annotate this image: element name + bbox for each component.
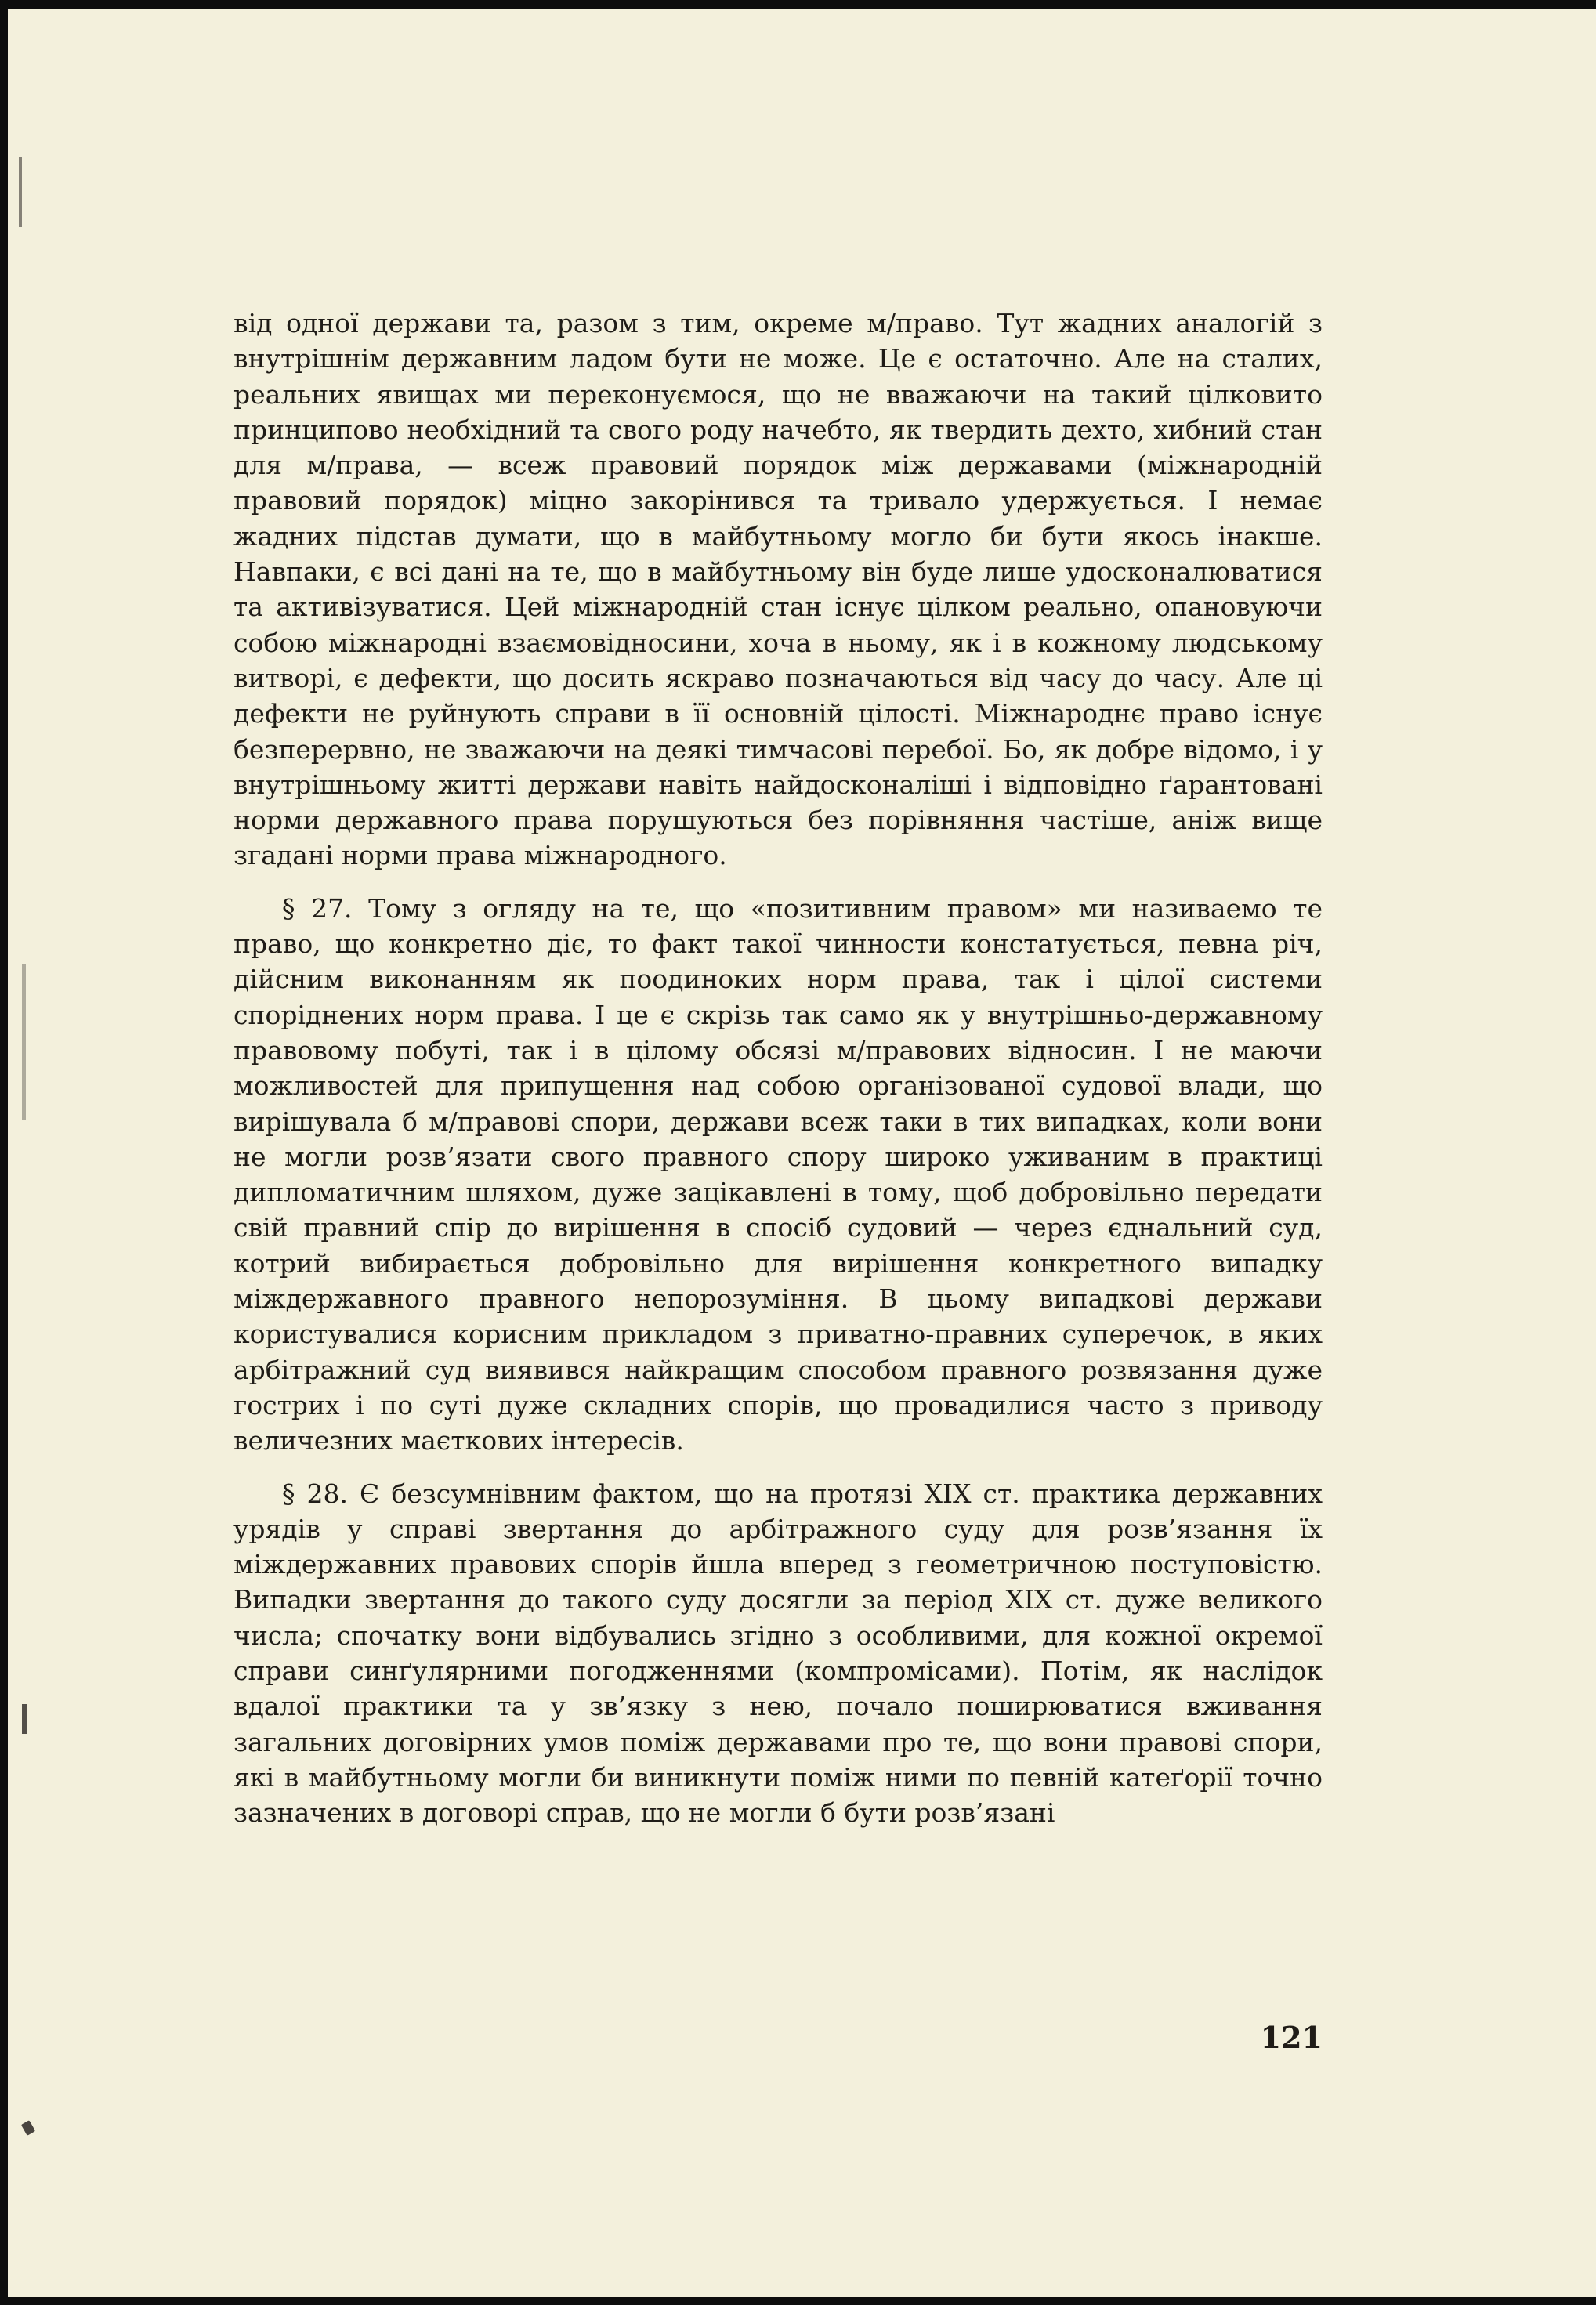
paragraph-section-28: § 28. Є безсумнівним фактом, що на протязі XIX ст. практика державних урядів у справі звертання до арбітражного суду для розв’язання їх міждержавних правових спорів йшла вперед з геометричною поступовістю. Випадки звертання до такого суду досягли за період XIX ст. дуже великого числа; спочатку вони відбувались згідно з особливими, для кожної окремої справи синґулярними погодженнями (компромісами). Потім, як наслідок вдалої практики та у зв’язку з нею, почало поширюватися вживання загальних договірних умов поміж державами про те, що вони правові спори, які в майбутньому могли би виникнути поміж ними по певній катеґорії точно зазначених в договорі справ, що не могли б бути розв’язані [233, 1478, 1323, 1829]
scan-border-bottom [0, 2297, 1596, 2305]
binding-mark [19, 157, 22, 227]
binding-mark [22, 964, 26, 1120]
body-text [233, 306, 1323, 1830]
scan-border-left [0, 0, 8, 2305]
binding-mark [21, 2120, 35, 2136]
binding-mark [22, 1704, 27, 1734]
page-number: 121 [1260, 2020, 1323, 2055]
paragraph-section-27: § 27. Тому з огляду на те, що «позитивним правом» ми називаемо те право, що конкретно діє, то факт такої чинности констатується, певна річ, дійсним виконанням як поодиноких норм права, так і цілої системи споріднених норм права. І це є скрізь так само як у внутрішньо-державному правовому побуті, так і в цілому обсязі м/правових відносин. І не маючи можливостей для припущення над собою організованої судової влади, що вирішувала б м/правові спори, держави всеж таки в тих випадках, коли вони не могли розв’язати свого правного спору широко уживаним в практиці дипломатичним шляхом, дуже зацікавлені в тому, щоб добровільно передати свій правний спір до вирішення в спосіб судовий — через єднальний суд, котрий вибирається добровільно для вирішення конкретного випадку міждержавного правного непорозуміння. В цьому випадкові держави користувалися корисним прикладом з приватно-правних суперечок, в яких арбітражний суд виявився найкращим способом правного розвязання дуже гострих і по суті дуже складних спорів, що провадилися часто з приводу величезних маєткових інтересів. [233, 892, 1323, 1456]
paragraph-continuation: від одної держави та, разом з тим, окреме м/право. Тут жадних аналогій з внутрішнім державним ладом бути не може. Це є остаточно. Але на сталих, реальних явищах ми переконуємося, що не вважаючи на такий цілковито принципово необхідний та свого роду начебто, як твердить дехто, хибний стан для м/права, — всеж правовий порядок між державами (міжнародній правовий порядок) міцно закорінився та тривало удержується. І немає жадних підстав думати, що в майбутньому могло би бути якось інакше. Навпаки, є всі дані на те, що в майбутньому він буде лише удосконалюватися та активізуватися. Цей міжнародній стан існує цілком реально, опановуючи собою міжнародні взаємовідносини, хоча в ньому, як і в кожному людському витворі, є дефекти, що досить яскраво позначаються від часу до часу. Але ці дефекти не руйнують справи в її основній цілості. Міжнароднє право існує безперервно, не зважаючи на деякі тимчасові перебої. Бо, як добре відомо, і у внутрішньому житті держави навіть найдосконаліші і відповідно ґарантовані норми державного права порушуються без порівняння частіше, аніж вище згадані норми права міжнародного. [233, 308, 1323, 871]
scan-border-top [0, 0, 1596, 9]
